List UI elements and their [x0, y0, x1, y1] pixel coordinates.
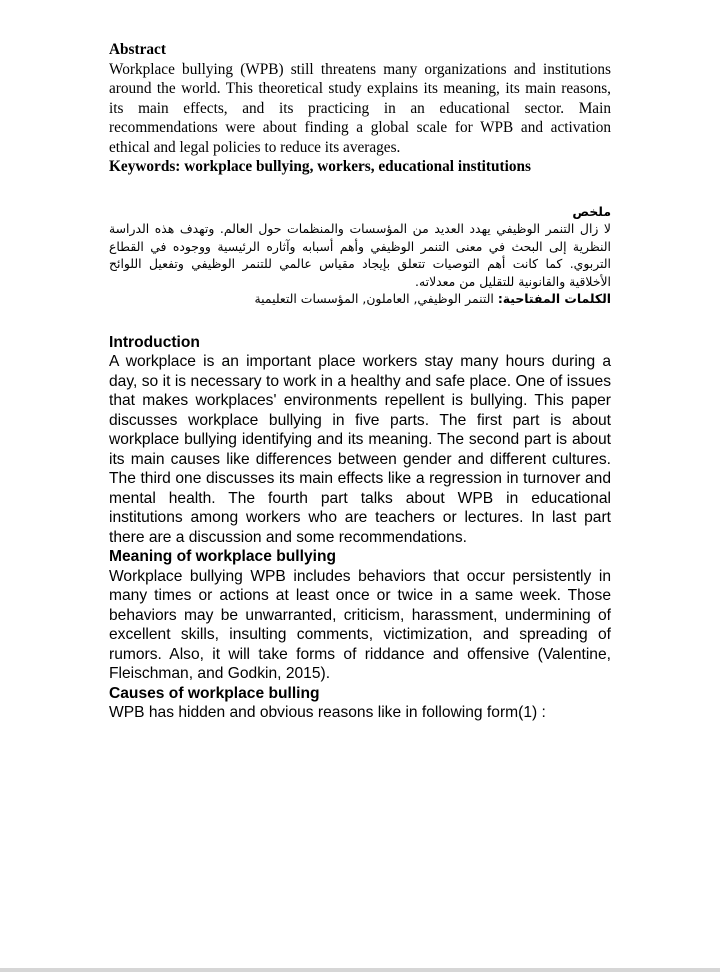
arabic-keywords-text: التنمر الوظيفي, العاملون, المؤسسات التعليمية [254, 291, 498, 306]
abstract-keywords: Keywords: workplace bullying, workers, educational institutions [109, 158, 531, 175]
causes-text: WPB has hidden and obvious reasons like in following form(1) : [109, 704, 546, 721]
meaning-heading: Meaning of workplace bullying [109, 548, 337, 565]
arabic-abstract-keywords [109, 290, 611, 308]
meaning-text: Workplace bullying WPB includes behaviors that occur persistently in many times or actions at least once or twice in a same week. Those behaviors may be unwarranted, criticism, harassment, undermining of excellent skills, insulting comments, victimization, and spreading of rumors. Also, it will take forms of riddance and offensive (Valentine, Fleischman, and Godkin, 2015). [109, 567, 611, 682]
introduction-text: A workplace is an important place workers stay many hours during a day, so it is necessary to work in a healthy and safe place. One of issues that makes workplaces' environments repellent is bullying. This paper discusses workplace bullying in five parts. The first part is about workplace bullying identifying and its meaning. The second part is about its main causes like differences between gender and different cultures. The third one discusses its main effects like a regression in turnover and mental health. The fourth part talks about WPB in educational institutions among workers who are teachers or lectures. In last part there are a discussion and some recommendations. [109, 353, 611, 546]
causes-heading: Causes of workplace bulling [109, 684, 320, 702]
document-content [109, 40, 611, 723]
arabic-abstract-title: ملخص [572, 203, 611, 219]
introduction-heading: Introduction [109, 333, 200, 351]
abstract-title: Abstract [109, 41, 166, 58]
abstract-text: Workplace bullying (WPB) still threatens many organizations and institutions around the world. This theoretical study explains its meaning, its main reasons, its main effects, and its practicing in an educational sector. Main recommendations were about finding a global scale for WPB and activation ethical and legal policies to reduce its averages. [109, 60, 611, 156]
arabic-abstract-text: لا زال التنمر الوظيفي يهدد العديد من المؤسسات والمنظمات حول العالم. وتهدف هذه الدراسة النظرية إلى البحث في معنى التنمر الوظيفي وأهم أسبابه وآثاره الرئيسية ووجوده في القطاع التربوي. كما كانت أهم التوصيات تتعلق بإيجاد مقياس عالمي للتنمر الوظيفي وتفعيل اللوائح الأخلاقية والقانونية للتقليل من معدلاته. [109, 221, 611, 289]
arabic-keywords-label: الكلمات المفتاحية: [497, 291, 611, 306]
page-bottom-border [0, 968, 720, 972]
